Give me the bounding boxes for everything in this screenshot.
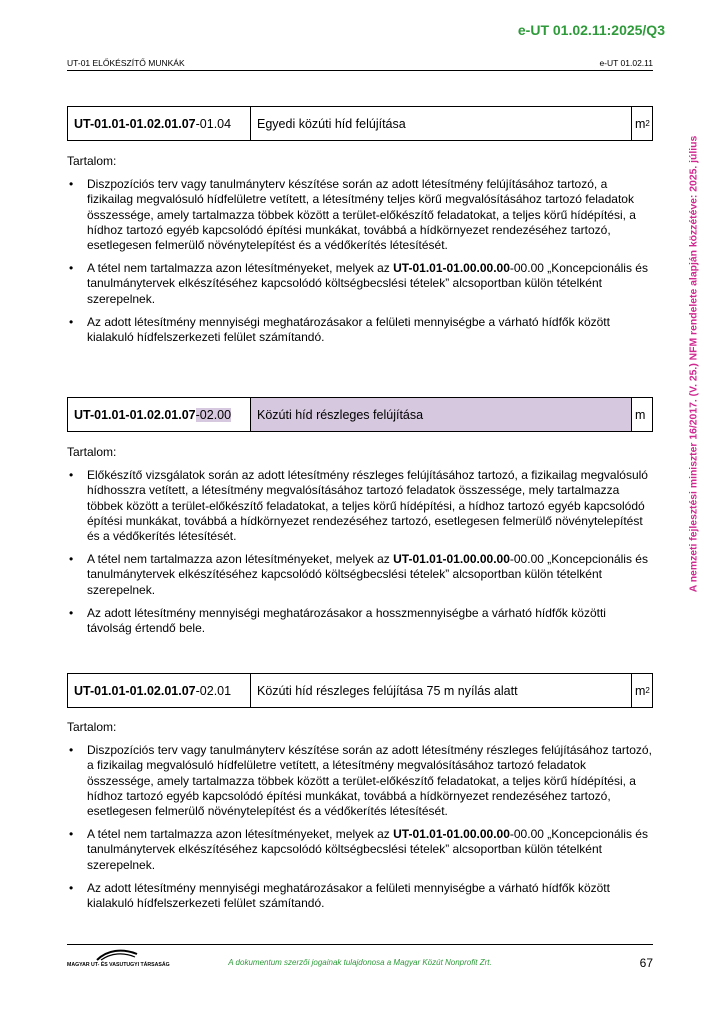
list-item [67, 743, 653, 819]
bullet-icon: • [69, 743, 74, 758]
bullet-icon: • [69, 552, 74, 567]
item-code-main: UT-01.01-01.02.01.07 [74, 683, 196, 698]
running-header-left: UT-01 ELŐKÉSZÍTŐ MUNKÁK [67, 58, 185, 68]
page-number: 67 [639, 956, 653, 970]
item-unit-exponent: 2 [645, 686, 650, 695]
list-item [67, 468, 653, 544]
reference-suffix: -00.00 [509, 261, 544, 276]
list-item [67, 315, 653, 345]
bullet-icon: • [69, 314, 74, 329]
bullet-text: Az adott létesítmény mennyiségi meghatározásakor a felületi mennyiségbe a várható hídfők között kialakuló hídfelszerkezeti felület számítandó. [87, 880, 610, 911]
side-note-text: A nemzeti fejlesztési miniszter 16/2017. (V. 25.) NFM rendelete alapján közzétéve: 2025. július [688, 135, 700, 593]
content-label: Tartalom: [67, 720, 117, 734]
bullet-text: „Koncepcionális és tanulmánytervek elkészítéséhez kapcsolódó költségbecslési tételek” alcsoportban külön tételként szerepelnek. [87, 552, 648, 597]
bullet-text: Előkészítő vizsgálatok során az adott létesítmény részleges felújításához tartozó, a fizikailag megvalósuló hídhosszra vetített, a létesítmény megvalósításához tartozó feladatok összessége, mely tartalmazza többek között a terület-előkészítő feladatokat, a teljes körű hídépítési, a hídhoz tartozó egyéb kapcsolódó építési munkákat, továbbá a hídkörnyezet rendezéséhez tartozó, esetlegesen felmerülő növénytelepítést és a védőkerítés létesítését. [87, 468, 648, 544]
reference-suffix: -00.00 [509, 552, 544, 567]
content-label: Tartalom: [67, 445, 117, 459]
item-name: Közúti híd részleges felújítása [257, 407, 424, 422]
item-unit: m [635, 683, 646, 698]
bullet-text: „Koncepcionális és tanulmánytervek elkészítéséhez kapcsolódó költségbecslési tételek” alcsoportban külön tételként szerepelnek. [87, 261, 648, 306]
bullet-icon: • [69, 880, 74, 895]
item-unit-cell [632, 674, 652, 707]
item-name: Közúti híd részleges felújítása 75 m nyílás alatt [257, 683, 518, 698]
item-code-cell [68, 398, 251, 431]
item-unit: m [635, 407, 646, 422]
item-content-2 [67, 445, 653, 644]
bullet-text: Az adott létesítmény mennyiségi meghatározásakor a hosszmennyiségbe a várható hídfők közötti távolság értendő bele. [87, 605, 606, 636]
bullet-icon: • [69, 605, 74, 620]
item-code-cell [68, 107, 251, 140]
list-item [67, 177, 653, 253]
list-item [67, 552, 653, 598]
running-header-right: e-UT 01.02.11 [599, 58, 653, 68]
item-unit-cell [632, 398, 652, 431]
reference-code: UT-01.01-01.00.00.00 [393, 261, 510, 276]
bullet-icon: • [69, 827, 74, 842]
list-item [67, 881, 653, 911]
reference-code: UT-01.01-01.00.00.00 [393, 552, 510, 567]
item-unit-exponent: 2 [645, 119, 650, 128]
item-code-main: UT-01.01-01.02.01.07 [74, 407, 196, 422]
footer-rule [67, 944, 653, 945]
copyright-note: A dokumentum szerzői jogainak tulajdonosa a Magyar Közút Nonprofit Zrt. [228, 958, 492, 967]
bullet-text: „Koncepcionális és tanulmánytervek elkészítéséhez kapcsolódó költségbecslési tételek” alcsoportban külön tételként szerepelnek. [87, 827, 648, 872]
item-unit-cell [632, 107, 652, 140]
header-rule [67, 70, 653, 71]
item-table-3 [67, 673, 653, 708]
item-table-1 [67, 106, 653, 141]
item-name-cell [251, 107, 632, 140]
bullet-text: A tétel nem tartalmazza azon létesítményeket, melyek az [87, 827, 394, 842]
reference-code: UT-01.01-01.00.00.00 [393, 827, 510, 842]
item-code-cell [68, 674, 251, 707]
logo-text: MAGYAR UT- ÉS VASUTUGYI TÁRSASÁG [67, 962, 170, 968]
list-item [67, 261, 653, 307]
bullet-text: Az adott létesítmény mennyiségi meghatározásakor a felületi mennyiségbe a várható hídfők között kialakuló hídfelszerkezeti felület számítandó. [87, 314, 610, 345]
bullet-text: Diszpozíciós terv vagy tanulmányterv készítése során az adott létesítmény felújításához tartozó, a fizikailag megvalósuló hídfelületre vetített, a létesítmény teljes körű megvalósításához tartozó feladatok összessége, amely tartalmazza többek között a terület-előkészítő feladatokat, a teljes körű hídépítési, a hídhoz tartozó egyéb kapcsolódó építési munkákat, továbbá a hídkörnyezet rendezéséhez tartozó, esetlegesen felmerülő növénytelepítést és a védőkerítés létesítését. [87, 177, 636, 253]
item-code-main: UT-01.01-01.02.01.07 [74, 116, 196, 131]
item-table-2 [67, 397, 653, 432]
item-content-1 [67, 154, 653, 353]
item-content-3 [67, 720, 653, 919]
side-publication-note [686, 100, 702, 628]
item-code-suffix: -01.04 [195, 116, 232, 131]
reference-suffix: -00.00 [509, 827, 544, 842]
bullet-text: Diszpozíciós terv vagy tanulmányterv készítése során az adott létesítmény részleges felújításához tartozó, a fizikailag megvalósuló hídfelületre vetített, a létesítmény megvalósításához tartozó feladatok összessége, amely tartalmazza többek között a terület-előkészítő feladatokat, a teljes körű hídépítési, a hídhoz tartozó egyéb kapcsolódó építési munkákat, továbbá a hídkörnyezet rendezéséhez tartozó, esetlegesen felmerülő növénytelepítést és a védőkerítés létesítését. [87, 743, 652, 819]
item-code-suffix: -02.01 [195, 683, 232, 698]
item-name-cell [251, 674, 632, 707]
list-item [67, 827, 653, 873]
item-unit: m [635, 116, 646, 131]
content-label: Tartalom: [67, 154, 117, 168]
bullet-icon: • [69, 261, 74, 276]
item-code-suffix: -02.00 [195, 407, 232, 422]
document-code: e-UT 01.02.11:2025/Q3 [517, 22, 665, 38]
bullet-text: A tétel nem tartalmazza azon létesítményeket, melyek az [87, 261, 394, 276]
list-item [67, 606, 653, 636]
item-name: Egyedi közúti híd felújítása [257, 116, 406, 131]
bullet-icon: • [69, 177, 74, 192]
item-name-cell [251, 398, 632, 431]
bullet-text: A tétel nem tartalmazza azon létesítményeket, melyek az [87, 552, 394, 567]
bullet-icon: • [69, 468, 74, 483]
